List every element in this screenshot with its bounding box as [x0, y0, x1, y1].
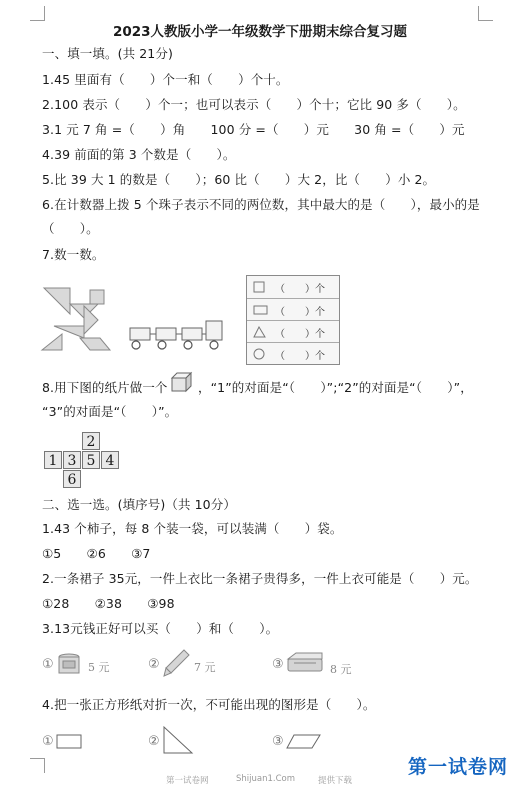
question-1-5: 5.比 39 大 1 的数是（ ）；60 比（ ）大 2，比（ ）小 2。: [42, 172, 436, 187]
rectangle-option-icon: [56, 733, 84, 751]
square-icon: [253, 281, 267, 293]
question-1-1: 1.45 里面有（ ）个一和（ ）个十。: [42, 72, 289, 87]
footer-mid: Shijuan1.Com: [236, 774, 296, 784]
cube-icon: [170, 371, 194, 393]
net-face-bottom: 6: [63, 470, 81, 488]
crop-mark-bottom-left: [30, 758, 45, 773]
question-2-2-options: ①28 ②38 ③98: [42, 596, 175, 611]
footer-left: 第一试卷网: [166, 776, 209, 786]
section1-heading: 一、填一填。(共 21分): [42, 46, 173, 61]
question-1-4: 4.39 前面的第 3 个数是（ ）。: [42, 147, 236, 162]
net-face: 4: [101, 451, 119, 469]
rectangle-icon: [253, 304, 269, 316]
question-2-1-options: ①5 ②6 ③7: [42, 546, 151, 561]
price-label: 7 元: [194, 661, 216, 674]
option-mark: ③: [272, 734, 284, 749]
net-face-top: 2: [82, 432, 100, 450]
option-mark: ②: [148, 657, 160, 672]
count-blank: （ ）个: [275, 329, 325, 340]
crop-mark-top-right: [478, 6, 493, 21]
brand-logo-text: 第一试卷网: [408, 756, 509, 778]
count-row-rectangle: [247, 298, 339, 321]
question-1-8-rest: ，“1”的对面是“（ ）”;“2”的对面是“（ ）”，: [198, 380, 473, 395]
net-face: 1: [44, 451, 62, 469]
count-blank: （ ）个: [275, 284, 325, 295]
option-mark: ③: [272, 657, 284, 672]
price-label: 5 元: [88, 661, 110, 674]
net-face: 3: [63, 451, 81, 469]
question-1-7: 7.数一数。: [42, 247, 105, 262]
triangle-option-icon: [162, 725, 196, 755]
train-figure: [128, 318, 226, 352]
pencil-case-icon: [286, 651, 326, 675]
price-label: 8 元: [330, 663, 352, 676]
section2-heading: 二、选一选。(填序号)（共 10分）: [42, 497, 236, 512]
count-row-circle: [247, 342, 339, 365]
count-row-triangle: [247, 320, 339, 343]
question-1-8-start: 8.用下图的纸片做一个: [42, 380, 168, 395]
pencil-sharpener-icon: [56, 651, 84, 677]
question-1-2: 2.100 表示（ ）个一；也可以表示（ ）个十；它比 90 多（ ）。: [42, 97, 466, 112]
count-blank: （ ）个: [275, 351, 325, 362]
shape-count-table: [246, 275, 340, 365]
net-face: 5: [82, 451, 100, 469]
triangle-icon: [253, 326, 267, 338]
footer-right: 提供下载: [318, 776, 353, 786]
question-1-6-line2: （ ）。: [42, 221, 99, 236]
count-blank: （ ）个: [275, 307, 325, 318]
question-1-8-line2: “3”的对面是“（ ）”。: [42, 404, 178, 419]
parallelogram-option-icon: [286, 733, 322, 751]
count-row-square: [247, 276, 339, 298]
pen-icon: [162, 648, 192, 678]
circle-icon: [253, 348, 267, 360]
question-2-3: 3.13元钱正好可以买（ ）和（ ）。: [42, 621, 279, 636]
tangram-figure: [40, 286, 120, 354]
crop-mark-top-left: [30, 6, 45, 21]
page-title: 2023人教版小学一年级数学下册期末综合复习题: [112, 24, 408, 40]
question-2-1: 1.43 个柿子，每 8 个装一袋，可以装满（ ）袋。: [42, 521, 343, 536]
option-mark: ①: [42, 734, 54, 749]
question-2-4: 4.把一张正方形纸对折一次，不可能出现的图形是（ ）。: [42, 697, 376, 712]
option-mark: ①: [42, 657, 54, 672]
question-1-6-line1: 6.在计数器上拨 5 个珠子表示不同的两位数，其中最大的是（ ），最小的是: [42, 197, 480, 212]
question-2-2: 2.一条裙子 35元，一件上衣比一条裙子贵得多，一件上衣可能是（ ）元。: [42, 571, 478, 586]
question-1-3: 3.1 元 7 角 =（ ）角 100 分 =（ ）元 30 角 =（ ）元: [42, 122, 465, 137]
option-mark: ②: [148, 734, 160, 749]
